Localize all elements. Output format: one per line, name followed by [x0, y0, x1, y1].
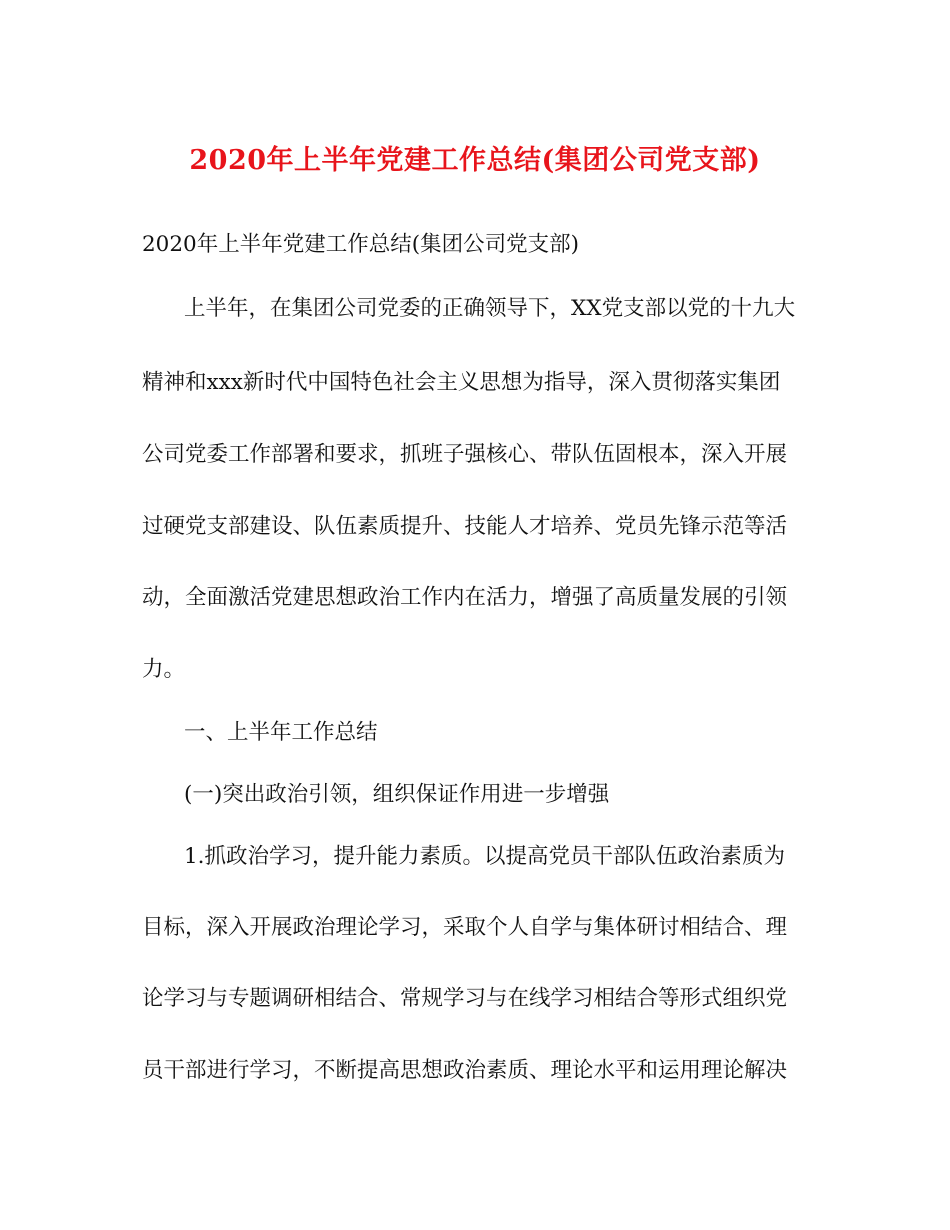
paragraph-line: 上半年，在集团公司党委的正确领导下，XX党支部以党的十九大 — [184, 296, 796, 321]
paragraph-line: 力。 — [142, 657, 186, 682]
paragraph-line: 员干部进行学习，不断提高思想政治素质、理论水平和运用理论解决 — [142, 1058, 788, 1083]
section-heading: 一、上半年工作总结 — [184, 720, 378, 745]
document-subtitle: 2020年上半年党建工作总结(集团公司党支部) — [142, 232, 579, 257]
document-title: 2020年上半年党建工作总结(集团公司党支部) — [189, 145, 761, 176]
paragraph-line: 1.抓政治学习，提升能力素质。以提高党员干部队伍政治素质为 — [184, 844, 786, 869]
paragraph-line: 目标，深入开展政治理论学习，采取个人自学与集体研讨相结合、理 — [142, 915, 788, 940]
paragraph-line: 过硬党支部建设、队伍素质提升、技能人才培养、党员先锋示范等活 — [142, 514, 788, 539]
paragraph-line: 精神和xxx新时代中国特色社会主义思想为指导，深入贯彻落实集团 — [142, 370, 781, 395]
subsection-heading: (一)突出政治引领，组织保证作用进一步增强 — [184, 782, 610, 807]
paragraph-line: 公司党委工作部署和要求，抓班子强核心、带队伍固根本，深入开展 — [142, 442, 788, 467]
paragraph-line: 动，全面激活党建思想政治工作内在活力，增强了高质量发展的引领 — [142, 585, 788, 610]
paragraph-line: 论学习与专题调研相结合、常规学习与在线学习相结合等形式组织党 — [142, 986, 788, 1011]
